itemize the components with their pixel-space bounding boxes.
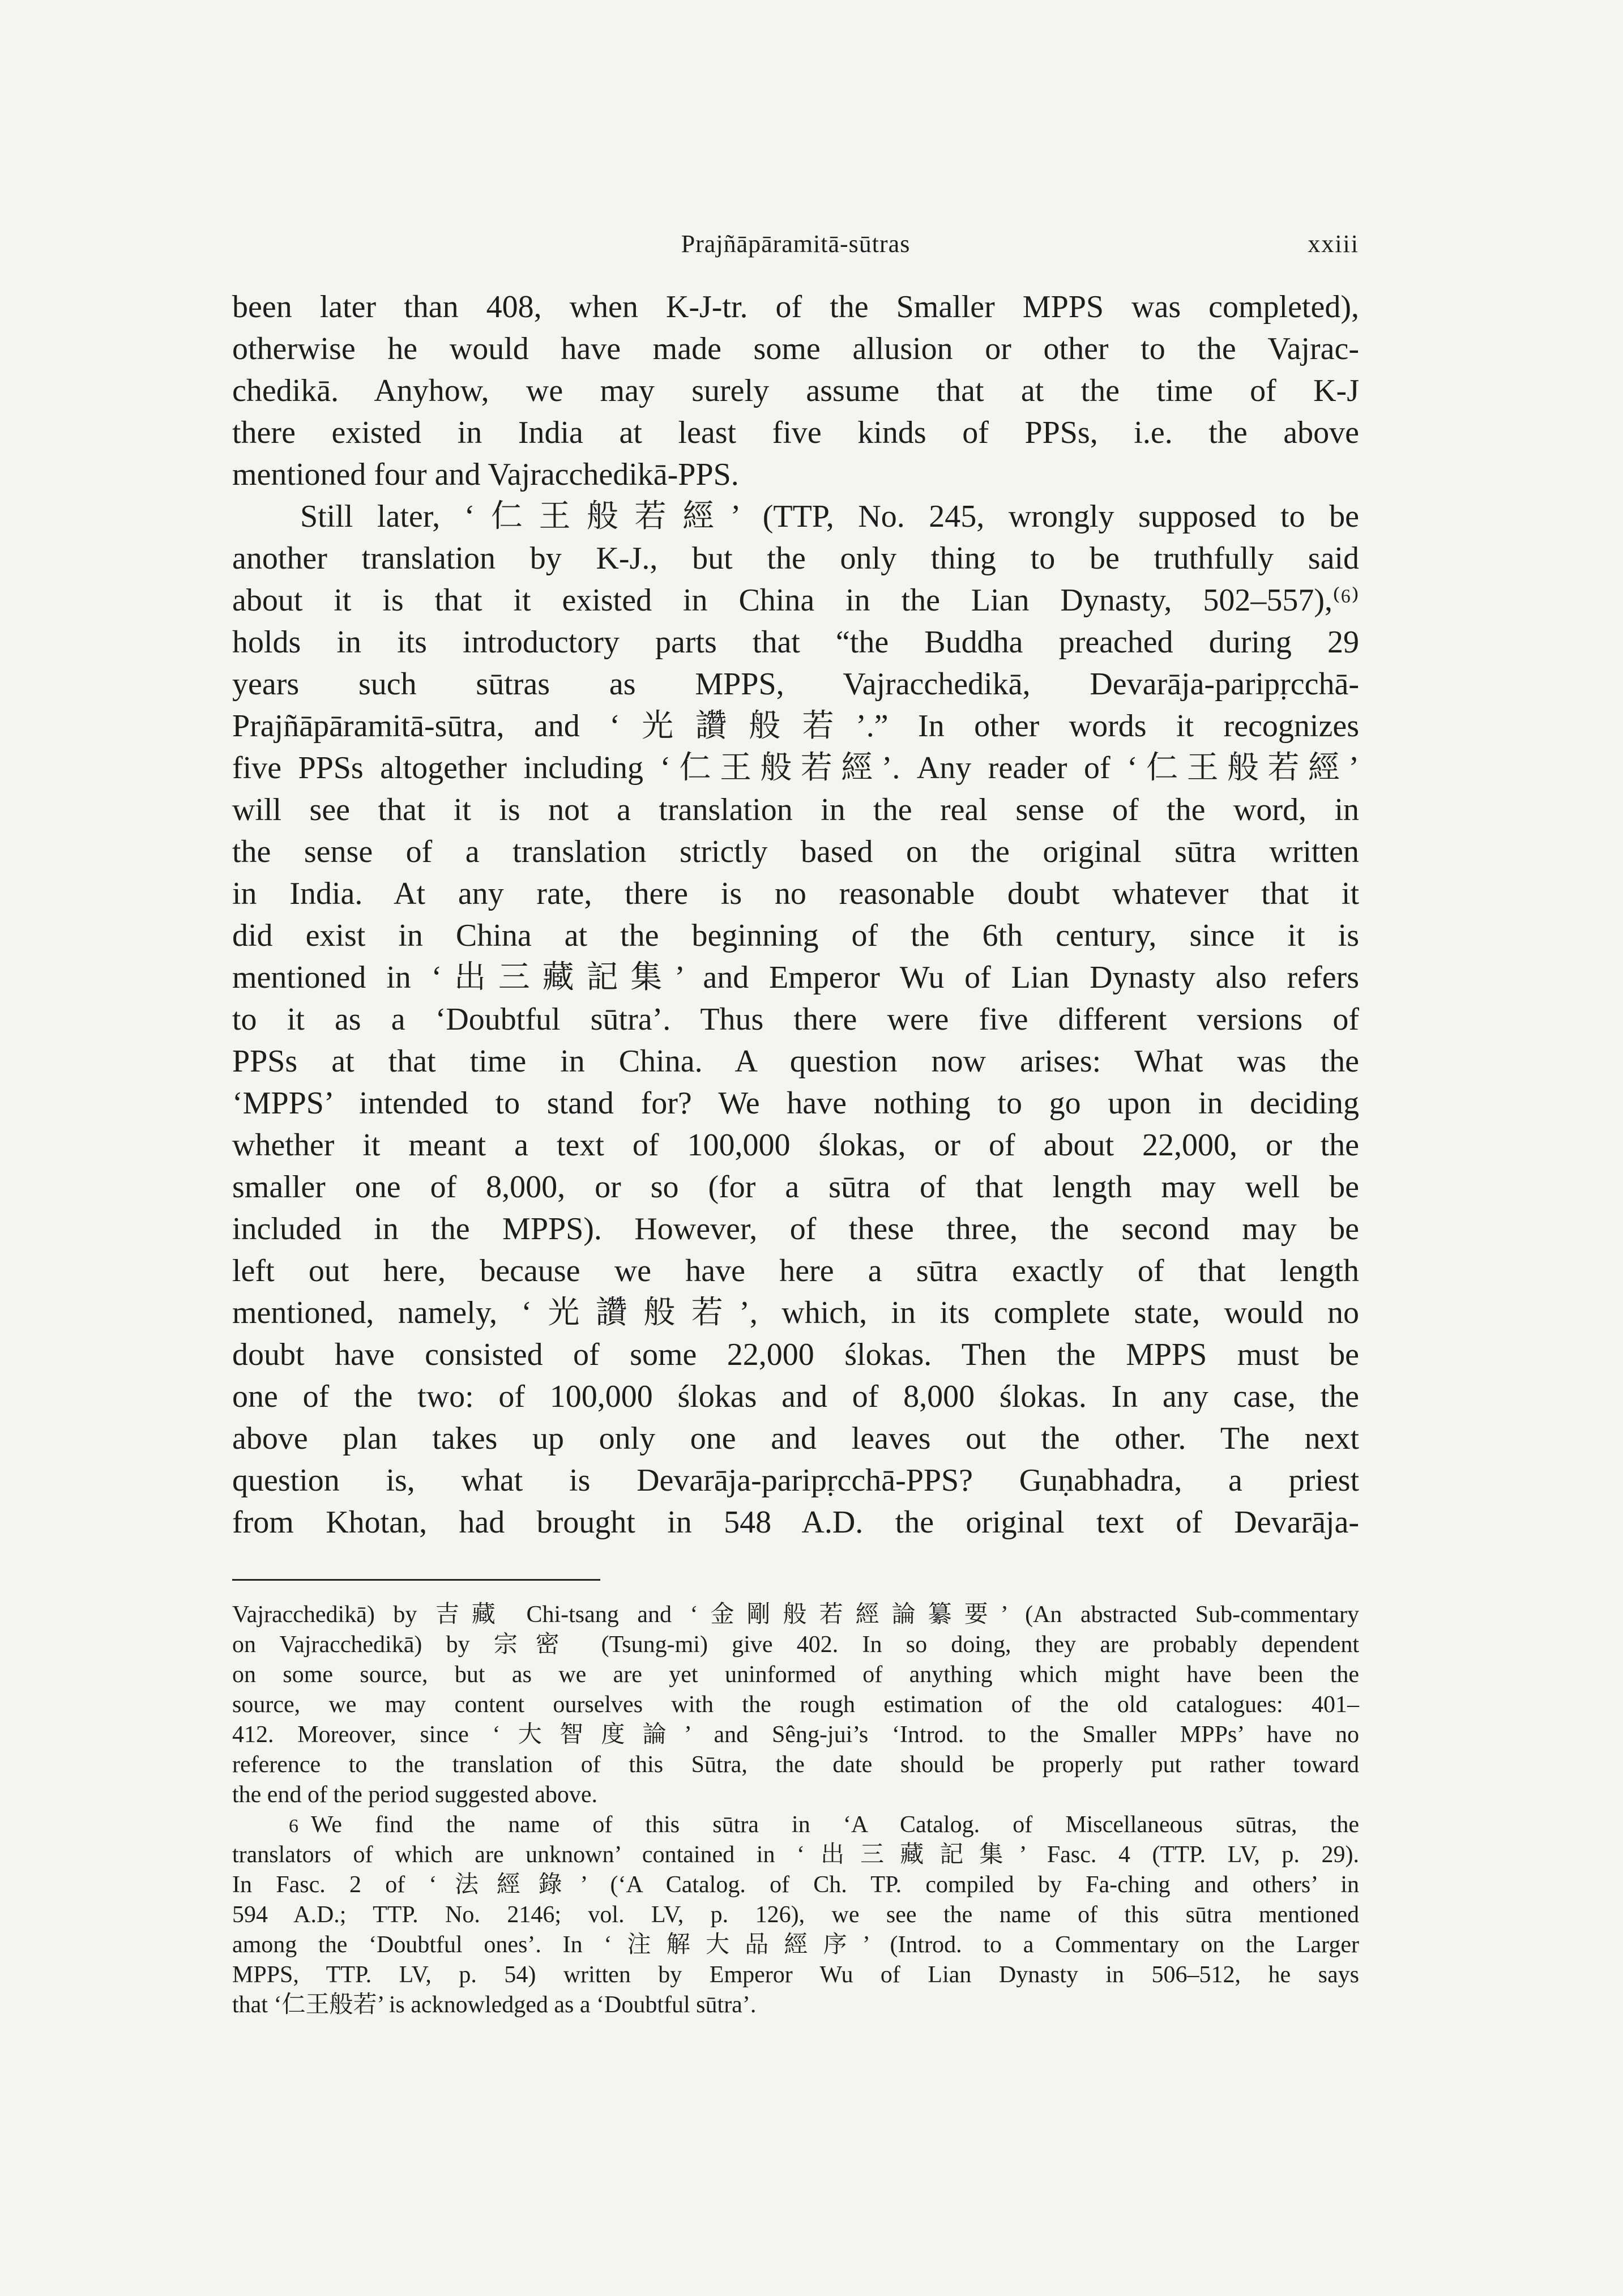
text-line: ‘MPPS’ intended to stand for? We have nothing to go upon in deciding (232, 1086, 1359, 1121)
text-line: will see that it is not a translation in the real sense of the word, in (232, 792, 1359, 827)
text-line: otherwise he would have made some allusion or other to the Vajrac- (232, 331, 1359, 366)
footnote-line: on some source, but as we are yet uninformed of anything which might have been the (232, 1662, 1359, 1688)
text-line: PPSs at that time in China. A question now arises: What was the (232, 1044, 1359, 1079)
footnote-line: 594 A.D.; TTP. No. 2146; vol. LV, p. 126), we see the name of this sūtra mentioned (232, 1902, 1359, 1928)
footnote-line: MPPS, TTP. LV, p. 54) written by Emperor Wu of Lian Dynasty in 506–512, he says (232, 1962, 1359, 1988)
text-line: in India. At any rate, there is no reasonable doubt whatever that it (232, 876, 1359, 911)
text-line: chedikā. Anyhow, we may surely assume that at the time of K-J (232, 373, 1359, 408)
text-line: mentioned in ‘出三藏記集’ and Emperor Wu of Lian Dynasty also refers (232, 960, 1359, 995)
text-line: one of the two: of 100,000 ślokas and of 8,000 ślokas. In any case, the (232, 1379, 1359, 1414)
text-line: years such sūtras as MPPS, Vajracchedikā, Devarāja-paripṛcchā- (232, 667, 1359, 702)
footnote-line: among the ‘Doubtful ones’. In ‘注解大品經序’ (Introd. to a Commentary on the Larger (232, 1932, 1359, 1958)
text-line: whether it meant a text of 100,000 ślokas, or of about 22,000, or the (232, 1128, 1359, 1163)
text-line: mentioned four and Vajracchedikā-PPS. (232, 457, 739, 492)
footnote-line: the end of the period suggested above. (232, 1782, 597, 1808)
text-line: mentioned, namely, ‘光讚般若’, which, in its complete state, would no (232, 1295, 1359, 1330)
footnote-divider (232, 1579, 600, 1581)
text-line: there existed in India at least five kinds of PPSs, i.e. the above (232, 415, 1359, 450)
footnote-line: translators of which are unknown’ contained in ‘出三藏記集’ Fasc. 4 (TTP. LV, p. 29). (232, 1842, 1359, 1868)
text-line: question is, what is Devarāja-paripṛcchā-PPS? Guṇabhadra, a priest (232, 1463, 1359, 1498)
paragraph-start-line: Still later, ‘仁王般若經’ (TTP, No. 245, wrongly supposed to be (300, 499, 1359, 534)
footnote-line: on Vajracchedikā) by 宗密 (Tsung-mi) give 402. In so doing, they are probably dependent (232, 1632, 1359, 1658)
footnote-6-first-line (232, 1810, 1359, 1840)
footnote-line: source, we may content ourselves with the rough estimation of the old catalogues: 401– (232, 1692, 1359, 1718)
running-head (232, 229, 1359, 269)
text-line: holds in its introductory parts that “the Buddha preached during 29 (232, 625, 1359, 660)
footnote-line: that ‘仁王般若’ is acknowledged as a ‘Doubtful sūtra’. (232, 1992, 757, 2018)
text-line: the sense of a translation strictly based on the original sūtra written (232, 834, 1359, 869)
text-line: smaller one of 8,000, or so (for a sūtra of that length may well be (232, 1170, 1359, 1205)
running-head-title: Prajñāpāramitā-sūtras (681, 230, 911, 258)
text-line: above plan takes up only one and leaves out the other. The next (232, 1421, 1359, 1456)
text-line: five PPSs altogether including ‘仁王般若經’. Any reader of ‘仁王般若經’ (232, 750, 1359, 786)
text-line: about it is that it existed in China in the Lian Dynasty, 502–557),⁽⁶⁾ (232, 583, 1359, 618)
footnote-line: 412. Moreover, since ‘大智度論’ and Sêng-jui’s ‘Introd. to the Smaller MPPs’ have no (232, 1722, 1359, 1748)
footnote-marker: 6 (289, 1816, 298, 1837)
text-line: to it as a ‘Doubtful sūtra’. Thus there were five different versions of (232, 1002, 1359, 1037)
footnote-line-text: We find the name of this sūtra in ‘A Catalog. of Miscellaneous sūtras, the (311, 1812, 1359, 1838)
text-line: included in the MPPS). However, of these three, the second may be (232, 1211, 1359, 1247)
text-line: from Khotan, had brought in 548 A.D. the original text of Devarāja- (232, 1505, 1359, 1540)
text-line: been later than 408, when K-J-tr. of the Smaller MPPS was completed), (232, 289, 1359, 325)
footnote-line: In Fasc. 2 of ‘法經錄’ (‘A Catalog. of Ch. TP. compiled by Fa-ching and others’ in (232, 1872, 1359, 1898)
footnote-line: reference to the translation of this Sūtra, the date should be properly put rather toward (232, 1752, 1359, 1778)
text-line: doubt have consisted of some 22,000 ślokas. Then the MPPS must be (232, 1337, 1359, 1372)
footnote-line: Vajracchedikā) by 吉藏 Chi-tsang and ‘金剛般若經論纂要’ (An abstracted Sub-commentary (232, 1602, 1359, 1628)
main-text (232, 286, 1359, 1543)
page-number: xxiii (1308, 230, 1359, 258)
text-line: another translation by K-J., but the only thing to be truthfully said (232, 541, 1359, 576)
footnotes (232, 1600, 1359, 2020)
text-line: left out here, because we have here a sūtra exactly of that length (232, 1253, 1359, 1288)
text-line: Prajñāpāramitā-sūtra, and ‘光讚般若’.” In other words it recognizes (232, 709, 1359, 744)
text-line: did exist in China at the beginning of the 6th century, since it is (232, 918, 1359, 953)
